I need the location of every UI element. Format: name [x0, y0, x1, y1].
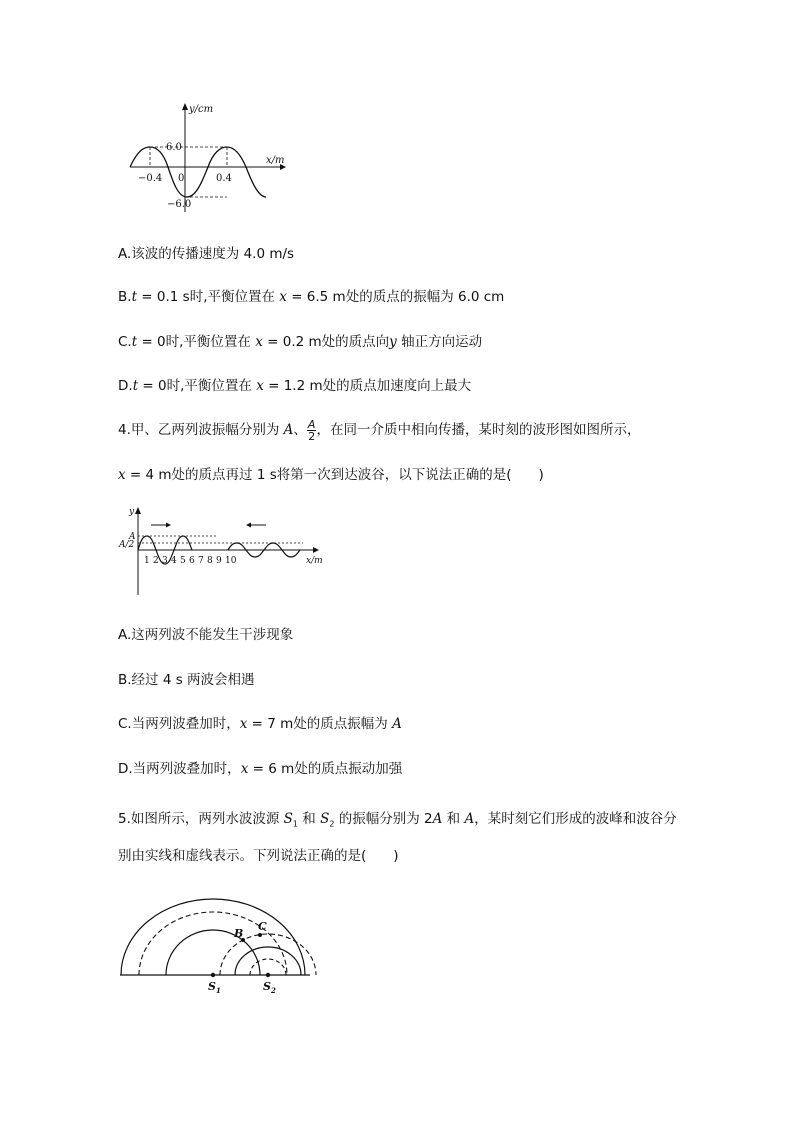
- q4-c-pre: C.当两列波叠加时，: [118, 716, 240, 732]
- q4-frac-num: A: [307, 417, 316, 431]
- q3-option-c: [118, 330, 482, 350]
- q5-s2-sub: 2: [329, 819, 335, 829]
- y-axis-label: y/cm: [189, 104, 214, 115]
- q3-option-b: [118, 285, 504, 305]
- q3-d-t: t: [132, 378, 139, 394]
- q5-A2: A: [464, 811, 475, 827]
- q4-option-b: [118, 668, 255, 688]
- q4-stem-comma: 、: [293, 422, 307, 438]
- q4-stem-A: A: [283, 422, 294, 438]
- fig2-tick-label: 4: [171, 556, 177, 566]
- q3-b-t: t: [131, 289, 137, 305]
- q3-d-x: x: [256, 378, 264, 394]
- q4-option-a: [118, 623, 293, 643]
- x-tick-neg: −0.4: [138, 173, 163, 184]
- q4-stem2-post: = 4 m处的质点再过 1 s将第一次到达波谷，以下说法正确的是( ): [125, 467, 544, 483]
- fig2-x-label: x/m: [306, 556, 323, 566]
- fig2-tick-label: 9: [216, 556, 222, 566]
- q3-b-x: x: [279, 289, 287, 305]
- q3-b-mid: = 0.1 s时,平衡位置在: [137, 289, 280, 305]
- fig2-y-label: y: [129, 507, 135, 517]
- wave-graph-2: [118, 500, 328, 600]
- x-tick-pos: 0.4: [216, 173, 232, 184]
- fig2-tick-label: 2: [153, 556, 159, 566]
- q3-d-post: = 1.2 m处的质点加速度向上最大: [263, 378, 472, 394]
- fig2-ticks: [144, 556, 237, 566]
- q4-c-x: x: [239, 716, 248, 732]
- q3-b-pre: B.: [118, 289, 132, 305]
- q3-c-pre: C.: [118, 334, 132, 350]
- x-tick-origin: 0: [178, 173, 185, 184]
- q4-option-d: [118, 757, 402, 777]
- q4-frac-den: 2: [308, 429, 316, 443]
- q3-c-t: t: [131, 334, 138, 350]
- q5-s1: S: [283, 811, 293, 827]
- q5-stem2: 别由实线和虚线表示。下列说法正确的是( ): [118, 848, 399, 864]
- q5-stem-line-1: [118, 807, 677, 829]
- q4-option-c: [118, 712, 402, 732]
- fig2-tick-label: 1: [144, 556, 150, 566]
- q3-d-pre: D.: [118, 378, 133, 394]
- q5-s1-sub: 1: [292, 819, 299, 829]
- q5-stem-line-2: [118, 844, 399, 864]
- fig2-A-label: A: [129, 532, 136, 542]
- q3-c-mid: = 0时,平衡位置在: [137, 334, 256, 350]
- q3-c-y: y: [389, 334, 397, 350]
- q3-c-x: x: [255, 334, 263, 350]
- q5-stem-pre: 5.如图所示，两列水波波源: [118, 811, 284, 827]
- fig2-tick-label: 10: [225, 556, 237, 566]
- q5-and: 和: [298, 811, 321, 827]
- fig2-tick-label: 3: [162, 556, 168, 566]
- fig2-tick-label: 8: [207, 556, 213, 566]
- q3-c-mid2: = 0.2 m处的质点向: [262, 334, 390, 350]
- q4-d-x: x: [240, 761, 249, 777]
- fig2-A2-label: A/2: [119, 540, 135, 550]
- q4-d-post: = 6 m处的质点振动加强: [248, 761, 403, 777]
- q4-stem-line-1: [118, 418, 640, 442]
- q4-stem-post: ，在同一介质中相向传播，某时刻的波形图如图所示，: [316, 422, 641, 438]
- q4-c-post: = 7 m处的质点振幅为: [247, 716, 393, 732]
- q3-option-d: [118, 374, 471, 394]
- q4-c-A: A: [392, 716, 402, 732]
- label-S1: $S_1$: [208, 980, 221, 995]
- q3-b-post: = 6.5 m处的质点的振幅为 6.0 cm: [286, 289, 505, 305]
- q5-post: ，某时刻它们形成的波峰和波谷分: [474, 811, 677, 827]
- label-C: C: [258, 920, 267, 933]
- q5-s2: S: [320, 811, 330, 827]
- q3-option-a-text: A.该波的传播速度为 4.0 m/s: [118, 246, 295, 262]
- q5-and2: 和: [442, 811, 465, 827]
- q4-option-b-text: B.经过 4 s 两波会相遇: [118, 672, 255, 688]
- y-tick-bottom: −6.0: [167, 199, 192, 210]
- q4-stem-line-2: [118, 463, 544, 483]
- x-axis-label: x/m: [266, 155, 285, 166]
- q4-stem2-x: x: [118, 467, 126, 483]
- arrow-left-icon: [246, 523, 251, 528]
- q3-c-post: 轴正方向运动: [396, 334, 483, 350]
- label-B: B: [234, 927, 244, 940]
- q4-stem-pre: 4.甲、乙两列波振幅分别为: [118, 422, 284, 438]
- point-C: [258, 933, 262, 937]
- fig2-tick-label: 6: [189, 556, 195, 566]
- q5-mid: 的振幅分别为 2: [334, 811, 433, 827]
- q4-option-a-text: A.这两列波不能发生干涉现象: [118, 627, 294, 643]
- q4-d-pre: D.当两列波叠加时，: [118, 761, 241, 777]
- source-S1: [211, 973, 215, 977]
- fig2-tick-label: 5: [180, 556, 186, 566]
- wave-graph-1: [120, 100, 290, 215]
- q3-option-a: [118, 242, 294, 262]
- label-S2: $S_2$: [263, 980, 276, 995]
- source-S2: [266, 973, 270, 977]
- q5-A1: A: [432, 811, 443, 827]
- water-wave-diagram: [118, 890, 318, 1000]
- y-tick-top: 6.0: [166, 142, 182, 153]
- q3-d-mid: = 0时,平衡位置在: [138, 378, 257, 394]
- fig2-tick-label: 7: [198, 556, 204, 566]
- arrow-right-icon: [166, 523, 171, 528]
